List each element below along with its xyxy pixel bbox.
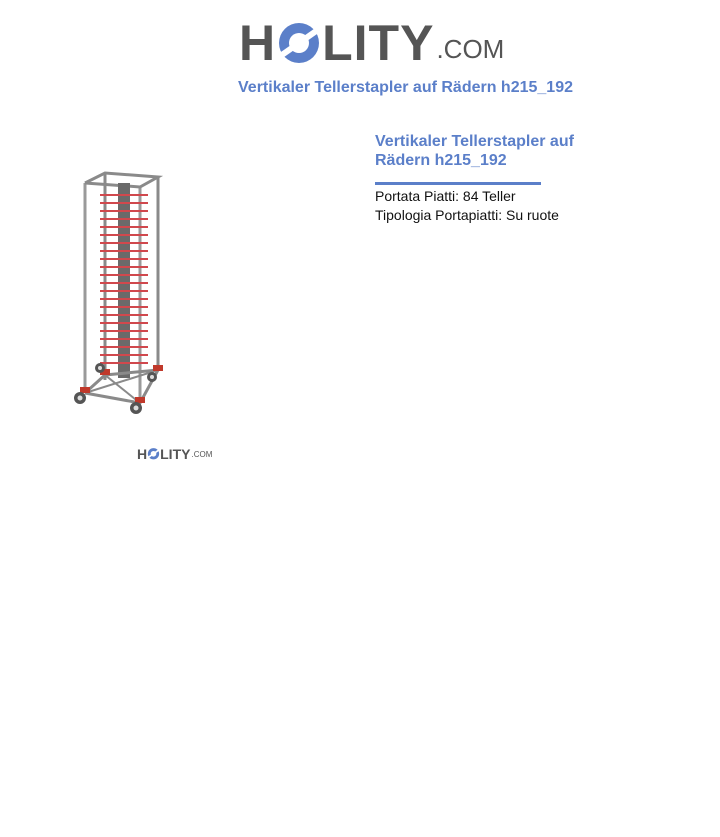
logo-prefix-small: H: [137, 446, 148, 462]
page-title: Vertikaler Tellerstapler auf Rädern h215_192: [238, 79, 573, 96]
spec-rack-type: Tipologia Portapiatti: Su ruote: [375, 207, 559, 223]
product-title: Vertikaler Tellerstapler auf Rädern h215_192: [375, 133, 574, 169]
logo-o-icon-small: [147, 446, 160, 461]
plate-rack-trolley-image: [60, 165, 210, 420]
logo-suffix-small: LITY: [160, 446, 191, 462]
logo-domain-small: .COM: [191, 450, 213, 459]
logo-prefix: H: [239, 15, 277, 71]
brand-logo[interactable]: [239, 12, 505, 71]
title-divider: [375, 182, 541, 185]
logo-domain: .COM: [436, 34, 505, 64]
product-info: [375, 132, 605, 225]
brand-logo-small: [137, 445, 212, 461]
spec-plate-capacity: Portata Piatti: 84 Teller: [375, 188, 516, 204]
logo-suffix: LITY: [322, 15, 435, 71]
logo-o-icon: [276, 16, 322, 68]
